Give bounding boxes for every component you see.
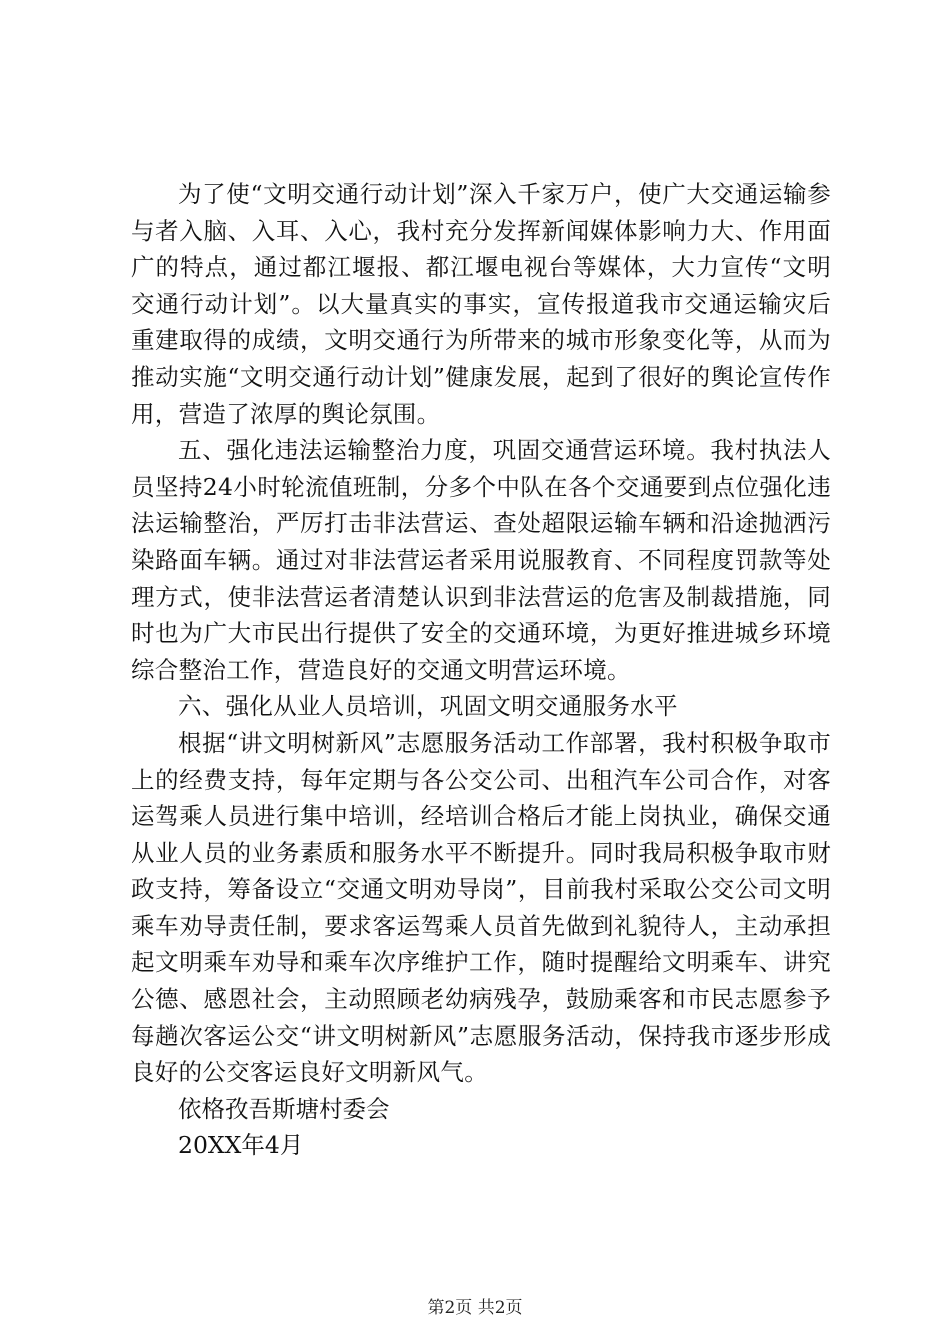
document-body	[131, 176, 831, 1164]
signature-date: 20XX年4月	[178, 1131, 304, 1160]
page-number-footer: 第2页 共2页	[427, 1298, 523, 1318]
paragraph-publicity: 为了使“文明交通行动计划”深入千家万户，使广大交通运输参与者入脑、入耳、入心，我村充分发挥新闻媒体影响力大、作用面广的特点，通过都江堰报、都江堰电视台等媒体，大力宣传“文明交通行动计划”。以大量真实的事实，宣传报道我市交通运输灾后重建取得的成绩，文明交通行为所带来的城市形象变化等，从而为推动实施“文明交通行动计划”健康发展，起到了很好的舆论宣传作用，营造了浓厚的舆论氛围。	[131, 180, 831, 428]
paragraph-training: 根据“讲文明树新风”志愿服务活动工作部署，我村积极争取市上的经费支持，每年定期与各公交公司、出租汽车公司合作，对客运驾乘人员进行集中培训，经培训合格后才能上岗执业，确保交通从业人员的业务素质和服务水平不断提升。同时我局积极争取市财政支持，筹备设立“交通文明劝导岗”，目前我村采取公交公司文明乘车劝导责任制，要求客运驾乘人员首先做到礼貌待人，主动承担起文明乘车劝导和乘车次序维护工作，随时提醒给文明乘车、讲究公德、感恩社会，主动照顾老幼病残孕，鼓励乘客和市民志愿参予每趟次客运公交“讲文明树新风”志愿服务活动，保持我市逐步形成良好的公交客运良好文明新风气。	[131, 728, 831, 1087]
heading-section-six: 六、强化从业人员培训，巩固文明交通服务水平	[178, 692, 678, 721]
signature-organization: 依格孜吾斯塘村委会	[178, 1094, 390, 1123]
paragraph-section-five: 五、强化违法运输整治力度，巩固交通营运环境。我村执法人员坚持24小时轮流值班制，分多个中队在各个交通要到点位强化违法运输整治，严厉打击非法营运、查处超限运输车辆和沿途抛洒污染路面车辆。通过对非法营运者采用说服教育、不同程度罚款等处理方式，使非法营运者清楚认识到非法营运的危害及制裁措施，同时也为广大市民出行提供了安全的交通环境，为更好推进城乡环境综合整治工作，营造良好的交通文明营运环境。	[131, 436, 831, 684]
